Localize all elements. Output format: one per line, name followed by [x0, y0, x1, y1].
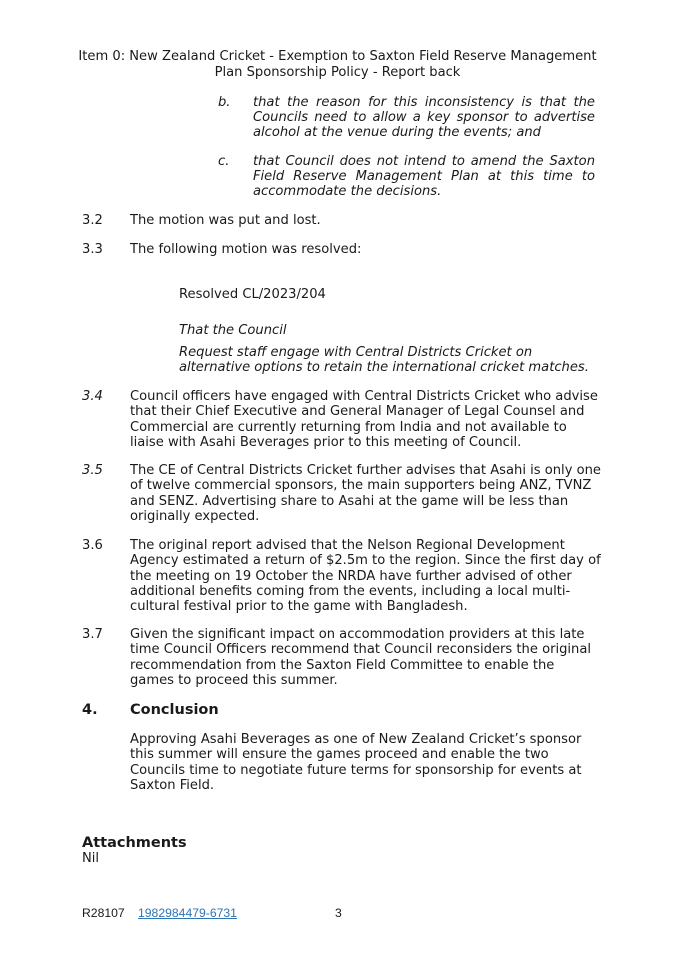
paragraph-number: 3.4 [82, 389, 103, 404]
paragraph-3-5 [82, 463, 602, 524]
paragraph-3-4 [82, 389, 602, 450]
footer-link-wrap [138, 906, 237, 920]
paragraph-number: 3.7 [82, 627, 103, 642]
paragraph-number: 3.3 [82, 242, 103, 257]
sub-item-c [218, 154, 595, 200]
header-line-2: Plan Sponsorship Policy - Report back [214, 64, 461, 80]
document-id-link[interactable]: 1982984479-6731 [138, 906, 237, 920]
paragraph-text: The original report advised that the Nelson Regional Development Agency estimated a return of $2.5m to the region. Since the first day of the meeting on 19 October the NRDA have further advised of other additional benefits coming from the events, including a local multi-cultural festival prior to the game with Bangladesh. [130, 538, 601, 615]
footer-ref: R28107 [82, 906, 125, 920]
paragraph-3-6 [82, 538, 602, 614]
page-number: 3 [335, 906, 342, 920]
resolution-text: Request staff engage with Central Districts Cricket on alternative options to retain the international cricket matches. [179, 345, 589, 376]
paragraph-number: 3.6 [82, 538, 103, 553]
sub-item-marker: c. [218, 154, 230, 169]
attachments-value: Nil [82, 851, 100, 866]
paragraph-text: The motion was put and lost. [130, 213, 321, 228]
sub-item-marker: b. [218, 95, 231, 110]
conclusion-paragraph [82, 732, 602, 793]
paragraph-text: Given the significant impact on accommodation providers at this late time Council Officers recommend that Council reconsiders the original recommendation from the Saxton Field Committee to enable the games to proceed this summer. [130, 627, 592, 688]
sub-item-b [218, 95, 595, 141]
paragraph-text: The following motion was resolved: [130, 242, 362, 257]
resolution-preamble: That the Council [179, 323, 287, 338]
sub-item-text: that the reason for this inconsistency is that the Councils need to allow a key sponsor to advertise alcohol at the venue during the events; and [253, 95, 595, 141]
page-header [60, 49, 615, 80]
conclusion-number: 4. [82, 702, 98, 718]
paragraph-number: 3.5 [82, 463, 103, 478]
attachments-heading: Attachments [82, 835, 187, 851]
sub-item-text: that Council does not intend to amend the Saxton Field Reserve Management Plan at this time to accommodate the decisions. [253, 154, 595, 200]
header-line-1: Item 0: New Zealand Cricket - Exemption to Saxton Field Reserve Management [78, 49, 597, 64]
paragraph-text: Council officers have engaged with Central Districts Cricket who advise that their Chief Executive and General Manager of Legal Counsel and Commercial are currently returning from India and not available to liaise with Asahi Beverages prior to this meeting of Council. [130, 389, 598, 450]
paragraph-3-3 [82, 242, 602, 257]
paragraph-3-7 [82, 627, 602, 688]
conclusion-text: Approving Asahi Beverages as one of New Zealand Cricket’s sponsor this summer will ensure the games proceed and enable the two Councils time to negotiate future terms for sponsorship for events at Saxton Field. [130, 732, 582, 793]
paragraph-number: 3.2 [82, 213, 103, 228]
paragraph-text: The CE of Central Districts Cricket further advises that Asahi is only one of twelve commercial sponsors, the main supporters being ANZ, TVNZ and SENZ. Advertising share to Asahi at the game will be less than originally expected. [130, 463, 601, 524]
resolution-number: Resolved CL/2023/204 [179, 287, 326, 302]
paragraph-3-2 [82, 213, 602, 228]
conclusion-heading: Conclusion [130, 702, 219, 718]
